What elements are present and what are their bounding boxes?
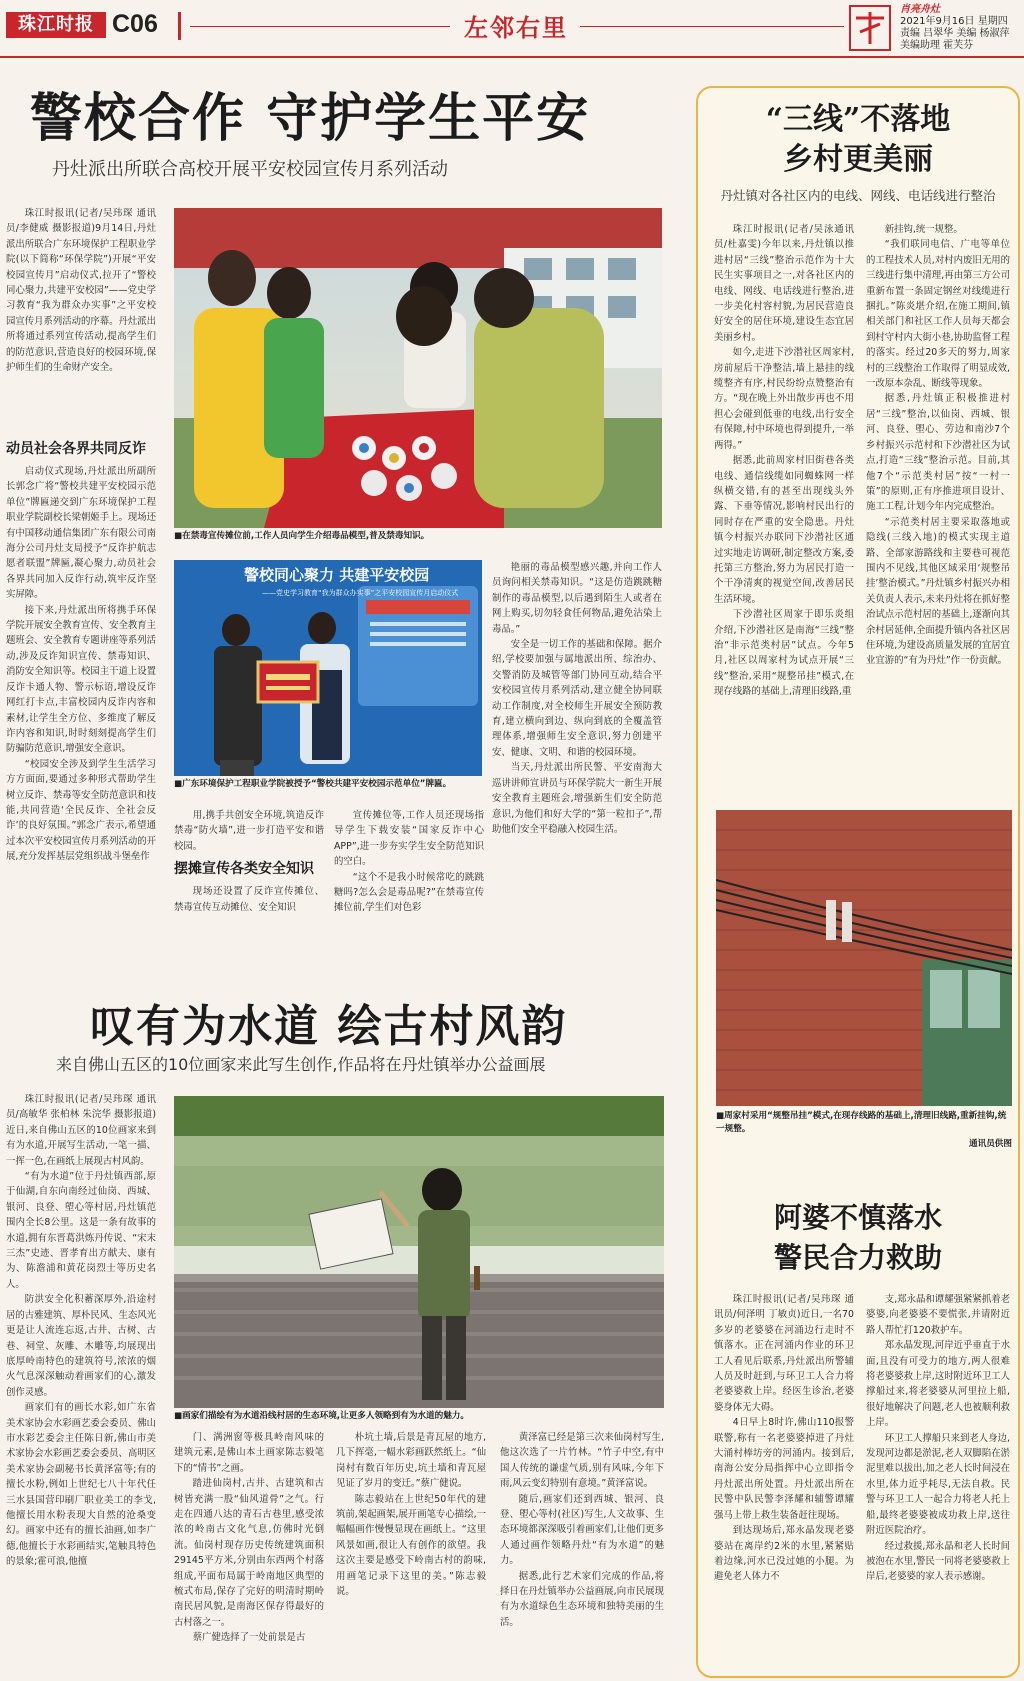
page-bar-divider [178,12,181,40]
photo-drug-booth [174,208,662,528]
paragraph: “示范类村居主要采取落地或隐线(三线入地)的模式实现主道路、全部家游路线和主要巷可视范围内不见线,其他区域采用‘规整吊挂’整治模式。”丹灶镇乡村振兴办相关负责人表示,未来丹灶将在抓好整治试点示范村居的基础上,逐渐向其余村居延伸,全面提升镇内各社区居住环境,为建设高质量发展的宜居宜业宜游的“有为丹灶”作一份贡献。 [866,516,1010,667]
paragraph: 启动仪式现场,丹灶派出所副所长郭念广将“警校共建平安校园示范单位”牌匾递交到广东环境保护工程职业学院副校长梁朝姬手上。现场还有中国移动通信集团广东有限公司南海分公司丹灶支局授予“反诈护航志愿者联盟”牌匾,凝心聚力,动员社会各界共同加入反诈行动,筑牢反诈坚实屏障。 [6,466,156,601]
paragraph: 画家们有的画长水彩,如广东省美术家协会水彩画艺委会委员、佛山市水彩艺委会主任陈日新,佛山市美术家协会水彩画艺委会委员、高明区美术家协会副秘书长黄泽富等;有的擅长水粉,例如上世纪七八十年代任三水县国营印刷厂职业美工的李戈,他擅长用水粉表现大自然的沧桑变幻。画家中还有的擅长油画,如李广德,他擅长于水彩画结实,笔触具特色的景象;霍可浪,他擅 [6,1402,156,1568]
paragraph: 随后,画家们还到西城、银河、良登、塱心等村(社区)写生,人文故事、生态环境都深深吸引着画家们,让他们更多人通过画作领略丹灶“有为水道”的魅力。 [500,1493,664,1567]
photo-wires-credit: 通讯员供图 [969,1139,1012,1149]
paragraph: 黄泽富已经是第三次来仙岗村写生,他这次选了一片竹林。“竹子中空,有中国人传统的谦虚气质,别有风味,今年下雨,风云变幻特别有意境。”黄泽富说。 [500,1432,664,1490]
article1-column-1b [6,434,156,938]
article1-column-2 [174,808,324,938]
paragraph: 接下来,丹灶派出所将携手环保学院开展安全教育宣传、安全教育主题班会、安全教育专题讲座等系列活动,涉及反诈知识宣传、禁毒知识、消防安全知识等。校园主干道上设置反诈卡通人物、警示标语,增设反诈网红打卡点,丰富校园内反诈内容和素材,让学生全方位、多维度了解反诈内容和知识,时时刻刻提高学生们防骗防范意识,增强安全意识。 [6,604,156,755]
sidebar1-headline-line1: “三线”不落地 [765,102,951,137]
subheading: 动员社会各界共同反诈 [6,441,146,457]
sidebar1-column-2 [866,222,1010,796]
header-rule-right [580,26,844,27]
paragraph: 门、满洲窗等极具岭南风味的建筑元素,是佛山本土画家陈志毅笔下的“情书”之画。 [174,1432,324,1474]
paragraph: 当天,丹灶派出所民警、平安南海大巡讲讲师宣讲员与环保学院大一新生开展安全教育主题班会,增强新生们安全防范意识,为他们和好大学的“第一粒扣子”,帮助他们安全平稳融入校园生活。 [492,762,662,835]
article1-column-4 [492,560,662,938]
photo-plaque-ceremony [174,560,482,776]
paragraph: 新挂钩,统一规整。 [884,224,963,235]
article2-column-4 [500,1430,664,1678]
event-banner-subtitle: ——党史学习教育“我为群众办实事”之平安校园宣传月启动仪式 [262,589,459,597]
article2-column-2 [174,1430,324,1678]
paragraph: 珠江时报讯(记者/吴玮琛 通讯员/李健威 摄影报道)9月14日,丹灶派出所联合广东环境保护工程职业学院(以下简称“环保学院”)开展“平安校园宣传月”启动仪式,拉开了“警校同心聚力,共建平安校园”——党史学习教育“我为群众办实事”之平安校园宣传月系列活动的序幕。丹灶派出所将通过系列宣传活动,提高学生们的防范意识,营造良好的校园环境,保护师生们的生命财产安全。 [6,208,156,374]
paragraph: 据悉,此前周家村旧街巷各类电线、通信线缆如同蜘蛛网一样纵横交错,有的甚至出现线头外露、下垂等情况,影响村民出行的同时存在严重的安全隐患。丹灶镇今村振兴办联同下沙潜社区通过实地走访调研,制定整改方案,委托第三方整治,努力为居民打造一个干净清爽的视觉空间,改善居民生活环境。 [714,455,854,605]
paragraph: 4日早上8时许,佛山110报警联警,称有一名老婆婆掉进了丹灶大涌村棒坊旁的河涌内。接到后,南海公安分局指挥中心立即指令丹灶派出所处置。丹灶派出所在民警中队民警李泽耀和辅警谭耀强马上带上救生装备赶往现场。 [714,1417,854,1521]
paragraph: 朴坑土墙,后景是青瓦屋的地方,几下挥毫,一幅水彩画跃然纸上。“仙岗村有数百年历史,坑土墙和青瓦屋见证了岁月的变迁。”蔡广健说。 [336,1432,486,1490]
paragraph: 珠江时报讯(记者/吴泳通讯员/杜嘉雯)今年以来,丹灶镇以推进村居“三线”整治示范作为十大民生实事项目之一,对各社区内的电线、网线、电话线进行整治,进一步美化村容村貌,为居民营造良好安全的居住环境,建设生态宜居美丽乡村。 [714,224,854,343]
paragraph: “校园安全涉及到学生生活学习方方面面,要通过多种形式帮助学生树立反诈、禁毒等安全防范意识和技能,共同营造‘全民反诈、全社会反诈’的良好氛围。”郭念广表示,希望通过本次平安校园宣传月系列活动的开展,充分发挥基层党组织战斗堡垒作 [6,758,156,863]
paragraph: 到达现场后,郑永晶发现老婆婆站在离岸约2米的水里,紧紧贴着边缘,河水已没过她的小腿。为避免老人体力不 [714,1525,854,1583]
paragraph: 郑永晶发现,河岸近乎垂直于水面,且没有可受力的地方,两人很难将老婆婆救上岸,这时附近环卫工人撑船过来,将老婆婆从河里拉上船,很好地解决了问题,老人也被顺利救上岸。 [866,1340,1010,1429]
paragraph: 珠江时报讯(记者/吴玮琛 通讯员/何泽明 丁敏贞)近日,一名70多岁的老婆婆在河涌边行走时不慎落水。正在河涌内作业的环卫工人看见后联系,丹灶派出所警辅人员及时赶到,与环卫工人合力将老婆婆救上岸。经医生诊治,老婆婆身体无大碍。 [714,1294,854,1413]
photo-painter-caption: ■画家们描绘有为水道沿线村居的生态环境,让更多人领略到有为水道的魅力。 [174,1411,469,1421]
event-banner-title: 警校同心聚力 共建平安校园 [244,566,430,584]
paragraph: 宣传摊位等,工作人员还现场指导学生下载安装“国家反诈中心APP”,进一步夯实学生安全防范知识的空白。 [334,810,484,868]
assistant-line: 美编助理 霍芙芬 [900,40,974,51]
paragraph: “这个不是我小时候常吃的跳跳糖吗?怎么会是毒品呢?”在禁毒宣传摊位前,学生们对色彩 [334,871,484,914]
article2-column-1 [6,1092,156,1678]
paragraph: 艳丽的毒品模型感兴趣,并向工作人员询问相关禁毒知识。“这是仿造跳跳糖制作的毒品模型,以后遇到陌生人或者在网上购买,切勿轻食任何物品,避免沾染上毒品。” [492,562,662,635]
paragraph: 陈志毅站在上世纪50年代的建筑前,架起画架,展开画笔专心描绘,一幅幅画作慢慢显现在画纸上。“这里风景如画,很让人有创作的欲望。我这次主要是感受下岭南古村的韵味,用画笔记录下这里的美。”陈志毅说。 [336,1493,486,1598]
sidebar1-headline-line2: 乡村更美丽 [783,142,933,177]
sidebar2-headline-line1: 阿婆不慎落水 [773,1201,942,1234]
seal-icon [848,4,892,52]
paragraph: 据悉,此行艺术家们完成的作品,将择日在丹灶镇举办公益画展,向市民展现有为水道绿色生态环境和独特美丽的生活。 [500,1570,664,1628]
photo-wires-caption: ■周家村采用“规整吊挂”模式,在现存线路的基础上,清理旧线路,重新挂钩,统一规整。 [716,1111,1007,1134]
paragraph: 如今,走进下沙潜社区周家村,房前屋后干净整洁,墙上悬挂的线缆整齐有序,村民纷纷点赞整治有方。“现在晚上外出散步再也不用担心会碰到低垂的电线,出行安全有保障,村中环境也得到提升,一举两得。” [714,347,854,451]
paragraph: 防洪安全化积蓄深厚外,沿途村居的古雅建筑、厚朴民风、生态风光更是让人流连忘返,古井、古树、古巷、祠堂、灰雕、木雕等,均展现出底厚岭南特色的建筑符号,浓浓的烟火气息深深触动着画家们的心,激发创作灵感。 [6,1294,156,1398]
paragraph: 用,携手共创安全环境,筑造反诈禁毒“防火墙”,进一步打造平安和谐校园。 [174,810,324,852]
photo-wires-wall [716,810,1012,1106]
photo-drug-booth-caption: ■在禁毒宣传摊位前,工作人员向学生介绍毒品模型,普及禁毒知识。 [174,531,430,541]
paragraph: “我们联同电信、广电等单位的工程技术人员,对村内废旧无用的三线进行集中清理,再由第三方公司重新布置一条固定钢丝对线缆进行捆扎。”陈炎堪介绍,在施工期间,镇相关部门和社区工作人员每天都会到村守村内大街小巷,协助监督工程的落实。经过20多天的努力,周家村的三线整治工作取得了明显成效,一改原本杂乱、断线等现象。 [866,239,1010,390]
paragraph: “有为水道”位于丹灶镇西部,原于仙湖,自东向南经过仙岗、西城、银河、良登、塱心等村居,丹灶镇范围内全长8公里。这是一条有故事的水道,拥有东晋葛洪炼丹传说、“宋末三杰”史迹、晋孝育出方献夫、康有为、陈澹浦和黄花岗烈士等历史名人。 [6,1171,156,1290]
sidebar2-headline-line2: 警民合力救助 [773,1241,942,1274]
photo-plaque-ceremony-caption: ■广东环境保护工程职业学院被授予“警校共建平安校园示范单位”牌匾。 [174,779,452,789]
paragraph: 据悉,丹灶镇正积极推进村居“三线”整治,以仙岗、西城、银河、良登、塱心、劳边和南沙7个乡村振兴示范村和下沙潜社区为试点,打造“三线”整治示范。目前,其他7个“示范类村居”按“一村一策”的原则,正有序推进项目设计、施工工程,计划今年内完成整治。 [866,393,1010,513]
edition-label: 肖亮舟灶 [900,4,940,15]
paragraph: 下沙潜社区周家于即乐炎组介绍,下沙潜社区是南海“三线”整治“非示范类村居”试点。今年5月,社区以周家村为试点开展“三线”整治,采用“规整吊挂”模式,在现存线路的基础上,清理旧线路,重 [714,609,854,698]
paragraph: 经过救援,郑永晶和老人长时间被泡在水里,警民一同将老婆婆救上岸后,老婆婆的家人表示感谢。 [866,1540,1010,1583]
header-rule-left [190,26,450,27]
sidebar1-column-1 [714,222,854,796]
subheading: 摆摊宣传各类安全知识 [174,861,314,878]
paragraph: 安全是一切工作的基础和保障。据介绍,学校要加强与属地派出所、综治办、交警消防及城管等部门协同互动,结合平安校园宣传月系列活动,建立健全协同联动工作制度,对全校师生开展安全预防教育,建立横向到边、纵向到底的全覆盖管理体系,增强师生安全意识,努力创建平安、健康、文明、和谐的校园环境。 [492,639,662,758]
photo-painter-waterway [174,1096,664,1408]
newspaper-logo: 珠江时报 [6,12,106,38]
article1-headline: 警校合作 守护学生平安 [30,88,591,149]
article1-subtitle: 丹灶派出所联合高校开展平安校园宣传月系列活动 [52,159,448,180]
article1-column-3 [334,808,484,938]
issue-date: 2021年9月16日 星期四 [900,16,1008,27]
page-number: C06 [112,10,158,38]
paragraph: 踏进仙岗村,古井、古建筑和古树皆充满一股“仙风道骨”之气。行走在四通八达的青石古巷里,感受浓浓的岭南古文化气息,仿佛时光倒流。仙岗村现存历史传统建筑面积29145平方米,分别由东西两个村落组成,平面布局属于岭南地区典型的梳式布局,保存了完好的明清时期岭南民居风貌,是南海区保存得最好的古村落之一。 [174,1478,324,1628]
issue-info [900,4,1020,52]
article2-subtitle: 来自佛山五区的10位画家来此写生创作,作品将在丹灶镇举办公益画展 [56,1055,546,1074]
article2-column-3 [336,1430,486,1678]
section-title: 左邻右里 [464,14,568,42]
sidebar2-column-2 [866,1292,1010,1672]
masthead [0,0,1024,58]
article2-headline: 叹有为水道 绘古村风韵 [90,1001,568,1052]
sidebar1-subtitle: 丹灶镇对各社区内的电线、网线、电话线进行整治 [720,188,996,203]
paragraph: 现场还设置了反诈宣传摊位、禁毒宣传互动摊位、安全知识 [174,886,324,913]
sidebar2-column-1 [714,1292,854,1672]
paragraph: 环卫工人撑船只来到老人身边,发现河边都是淤泥,老人双脚陷在淤泥里难以拔出,加之老人长时间浸在水里,体力近乎耗尽,无法自救。民警与环卫工人一起合力将老人托上船,最终老婆婆被成功救上岸,送往附近医院治疗。 [866,1432,1010,1537]
top-rule [0,56,1024,58]
paragraph: 蔡广健选择了一处前景是古 [192,1632,306,1644]
paragraph: 支,郑永晶和谭耀强紧紧抓着老婆婆,向老婆婆不要慌张,并请附近路人帮忙打120救护车。 [866,1294,1010,1336]
editors-line: 责编 吕翠华 美编 杨淑萍 [900,28,1010,39]
paragraph: 珠江时报讯(记者/吴玮琛 通讯员/高敏华 张柏林 朱浣华 摄影报道)近日,来自佛山五区的10位画家来到有为水道,开展写生活动,一笔一描、一挥一色,在画纸上展现古村风韵。 [6,1094,156,1167]
article1-column-1 [6,206,156,432]
